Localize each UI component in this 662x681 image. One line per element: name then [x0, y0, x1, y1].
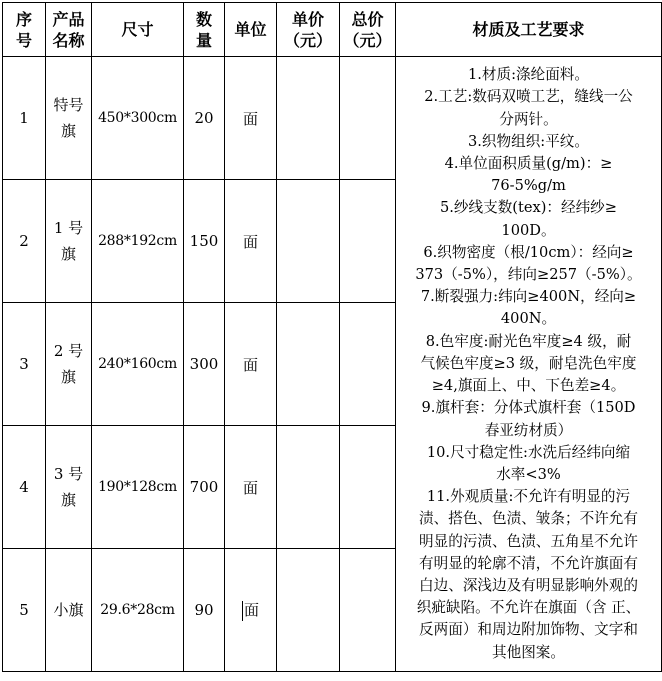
requirement-line: 76-5%g/m: [491, 177, 566, 195]
requirement-line: 水率<3%: [496, 465, 561, 483]
row-size: 29.6*28cm: [92, 549, 184, 672]
header-seq: 序 号: [3, 3, 46, 57]
requirement-line: 分两针。: [499, 110, 558, 128]
requirement-line: 400N。: [500, 310, 557, 328]
requirement-line: 2.工艺:数码双喷工艺，缝线一公: [424, 88, 633, 106]
text-cursor: [242, 601, 243, 621]
header-size: 尺寸: [92, 3, 184, 57]
row-seq: 3: [3, 303, 46, 426]
requirement-line: 明显的污渍、色渍、五角星不允许: [419, 532, 638, 550]
requirement-line: 反两面）和周边附加饰物、文字和: [419, 621, 638, 639]
requirement-line: 气候色牢度≥3 级，耐皂洗色牢度: [420, 354, 637, 372]
requirement-line: 渍、搭色、色渍、皱条；不许允有: [419, 510, 638, 528]
row-quantity: 90: [184, 549, 225, 672]
requirement-line: 9.旗杆套：分体式旗杆套（150D: [421, 399, 636, 417]
row-seq: 5: [3, 549, 46, 672]
row-total-price[interactable]: [340, 180, 396, 303]
row-unit: 面: [225, 180, 277, 303]
requirement-line: 373（-5%），纬向≥257（-5%）。: [415, 266, 642, 284]
requirement-line: 白边、深浅边及有明显影响外观的: [419, 576, 638, 594]
row-size: 190*128cm: [92, 426, 184, 549]
row-product-name: 3 号 旗: [46, 426, 92, 549]
product-spec-table: [2, 2, 662, 672]
row-unit: 面: [225, 303, 277, 426]
requirement-line: 春亚纺材质）: [484, 421, 573, 439]
requirement-line: 1.材质:涤纶面料。: [468, 66, 589, 84]
requirement-line: 100D。: [501, 221, 556, 239]
row-unit-price[interactable]: [277, 549, 340, 672]
row-unit: 面: [225, 57, 277, 180]
row-unit-price[interactable]: [277, 426, 340, 549]
requirement-line: 8.色牢度:耐光色牢度≥4 级，耐: [425, 332, 632, 350]
requirement-line: 11.外观质量:不允许有明显的污: [426, 488, 631, 506]
row-total-price[interactable]: [340, 57, 396, 180]
requirement-line: 7.断裂强力:纬向≥400N，经向≥: [420, 288, 637, 306]
row-size: 240*160cm: [92, 303, 184, 426]
header-requirements: 材质及工艺要求: [396, 3, 662, 57]
row-quantity: 700: [184, 426, 225, 549]
requirement-line: 其他图案。: [492, 643, 565, 661]
header-unit: 单位: [225, 3, 277, 57]
row-seq: 2: [3, 180, 46, 303]
row-product-name: 2 号 旗: [46, 303, 92, 426]
requirements-cell: [396, 57, 662, 672]
requirement-line: 织疵缺陷。不允许在旗面（含 正、: [416, 599, 641, 617]
requirement-line: 4.单位面积质量(g/m)：≥: [444, 155, 613, 173]
row-quantity: 150: [184, 180, 225, 303]
requirement-line: 3.织物组织:平纹。: [468, 132, 589, 150]
table-row: [3, 57, 662, 180]
requirement-line: ≥4,旗面上、中、下色差≥4。: [431, 377, 626, 395]
row-size: 450*300cm: [92, 57, 184, 180]
header-row: [3, 3, 662, 57]
row-total-price[interactable]: [340, 303, 396, 426]
requirement-line: 6.织物密度（根/10cm）：经向≥: [423, 243, 634, 261]
header-product-name: 产品 名称: [46, 3, 92, 57]
requirement-line: 有明显的轮廓不清，不允许旗面有: [419, 554, 638, 572]
row-unit-price[interactable]: [277, 57, 340, 180]
row-size: 288*192cm: [92, 180, 184, 303]
header-unit-price: 单价 （元）: [277, 3, 340, 57]
requirement-line: 5.纱线支数(tex)：经纬纱≥: [439, 199, 618, 217]
row-unit: 面: [225, 426, 277, 549]
row-unit: 面: [225, 549, 277, 672]
row-product-name: 1 号 旗: [46, 180, 92, 303]
requirement-line: 10.尺寸稳定性:水洗后经纬向缩: [426, 443, 631, 461]
header-total-price: 总价 （元）: [340, 3, 396, 57]
row-total-price[interactable]: [340, 426, 396, 549]
row-quantity: 300: [184, 303, 225, 426]
row-total-price[interactable]: [340, 549, 396, 672]
row-unit-price[interactable]: [277, 180, 340, 303]
row-product-name: 小旗: [46, 549, 92, 672]
row-quantity: 20: [184, 57, 225, 180]
row-product-name: 特号 旗: [46, 57, 92, 180]
row-seq: 1: [3, 57, 46, 180]
row-seq: 4: [3, 426, 46, 549]
header-quantity: 数 量: [184, 3, 225, 57]
row-unit-price[interactable]: [277, 303, 340, 426]
